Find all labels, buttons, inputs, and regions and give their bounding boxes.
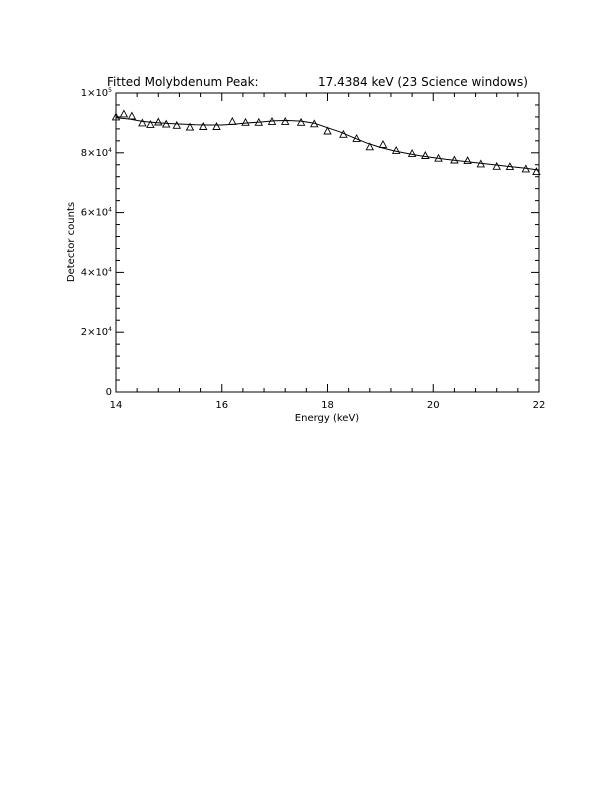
- x-tick-label: 14: [109, 400, 123, 411]
- axis-ticks: [116, 93, 539, 392]
- y-tick-label: $8\times 10^4$: [80, 146, 112, 159]
- data-point: [282, 118, 289, 125]
- data-point: [128, 113, 135, 120]
- x-tick-label: 16: [215, 400, 229, 411]
- x-tick-labels: [110, 400, 546, 411]
- data-point: [422, 152, 429, 159]
- data-point: [242, 119, 249, 126]
- x-axis-label: Energy (keV): [294, 413, 360, 424]
- data-point: [298, 119, 305, 126]
- plot-frame: [116, 93, 539, 392]
- data-point: [173, 122, 180, 129]
- y-axis-label: Detector counts: [66, 201, 77, 283]
- fit-line: [116, 118, 539, 170]
- x-tick-label: 18: [321, 400, 334, 411]
- data-point: [213, 123, 220, 130]
- data-point: [120, 110, 127, 117]
- y-tick-label: $1\times 10^5$: [80, 87, 112, 99]
- chart-title: Fitted Molybdenum Peak:: [107, 75, 259, 89]
- y-tick-label: 0: [105, 387, 112, 398]
- data-point: [464, 157, 471, 164]
- data-point: [155, 119, 162, 126]
- data-point: [229, 118, 236, 125]
- data-point: [409, 150, 416, 157]
- y-tick-label: $4\times 10^4$: [80, 266, 112, 279]
- data-point: [139, 119, 146, 126]
- data-point: [380, 141, 387, 148]
- data-point: [200, 123, 207, 130]
- data-point: [393, 147, 400, 154]
- chart-subtitle: 17.4384 keV (23 Science windows): [318, 75, 528, 89]
- y-tick-labels: [81, 87, 112, 398]
- y-tick-label: $6\times 10^4$: [80, 206, 112, 219]
- data-point: [493, 163, 500, 170]
- data-points: [113, 110, 540, 174]
- x-tick-label: 20: [426, 400, 440, 411]
- x-tick-label: 22: [532, 400, 546, 411]
- y-tick-label: $2\times 10^4$: [80, 326, 112, 339]
